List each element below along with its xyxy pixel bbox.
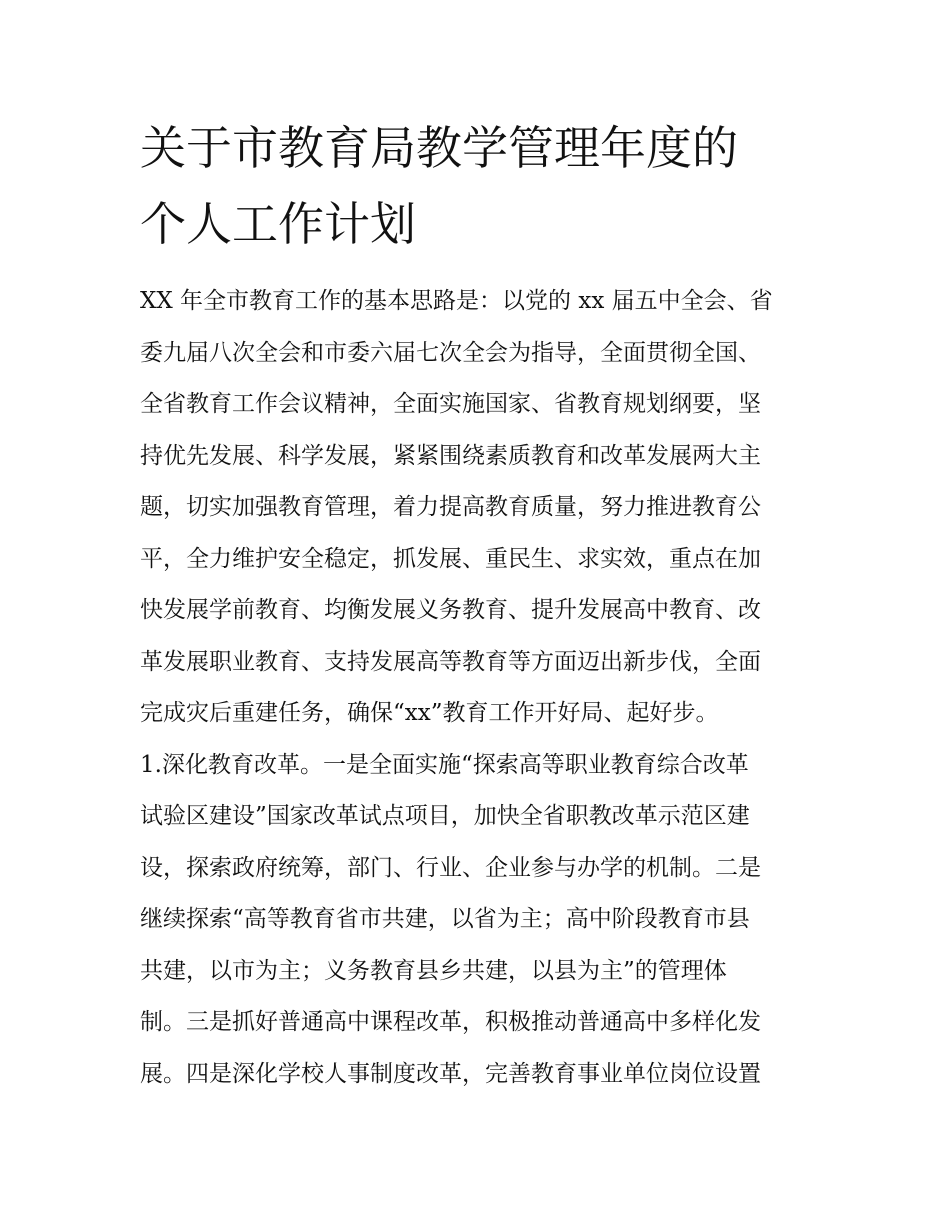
body-line: 平，全力维护安全稳定，抓发展、重民生、求实效，重点在加 — [140, 545, 761, 572]
body-line: 革发展职业教育、支持发展高等教育等方面迈出新步伐，全面 — [140, 648, 761, 675]
body-line: 制。三是抓好普通高中课程改革，积极推动普通高中多样化发 — [140, 1009, 761, 1035]
body-line: 共建，以市为主；义务教育县乡共建，以县为主”的管理体 — [140, 957, 727, 984]
document-title — [140, 110, 820, 262]
body-line: 完成灾后重建任务，确保“xx”教育工作开好局、起好步。 — [140, 700, 719, 726]
body-line: 试验区建设”国家改革试点项目，加快全省职教改革示范区建 — [140, 803, 750, 829]
body-line: 继续探索“高等教育省市共建，以省为主；高中阶段教育市县 — [140, 906, 750, 932]
body-line: 委九届八次全会和市委六届七次全会为指导，全面贯彻全国、 — [140, 339, 761, 366]
body-line: 快发展学前教育、均衡发展义务教育、提升发展高中教育、改 — [140, 597, 761, 623]
title-line: 关于市教育局教学管理年度的 — [140, 121, 738, 175]
body-line: 设，探索政府统筹，部门、行业、企业参与办学的机制。二是 — [140, 854, 761, 881]
body-line: XX 年全市教育工作的基本思路是：以党的 xx 届五中全会、省 — [140, 288, 773, 314]
body-line: 展。四是深化学校人事制度改革，完善教育事业单位岗位设置 — [140, 1060, 761, 1087]
body-line: 全省教育工作会议精神，全面实施国家、省教育规划纲要，坚 — [140, 391, 761, 417]
body-line: 题，切实加强教育管理，着力提高教育质量，努力推进教育公 — [140, 494, 761, 520]
body-line: 持优先发展、科学发展，紧紧围绕素质教育和改革发展两大主 — [140, 442, 761, 469]
title-line: 个人工作计划 — [140, 197, 416, 251]
document-body — [140, 276, 820, 1100]
body-line: 1.深化教育改革。一是全面实施“探索高等职业教育综合改革 — [140, 751, 749, 778]
